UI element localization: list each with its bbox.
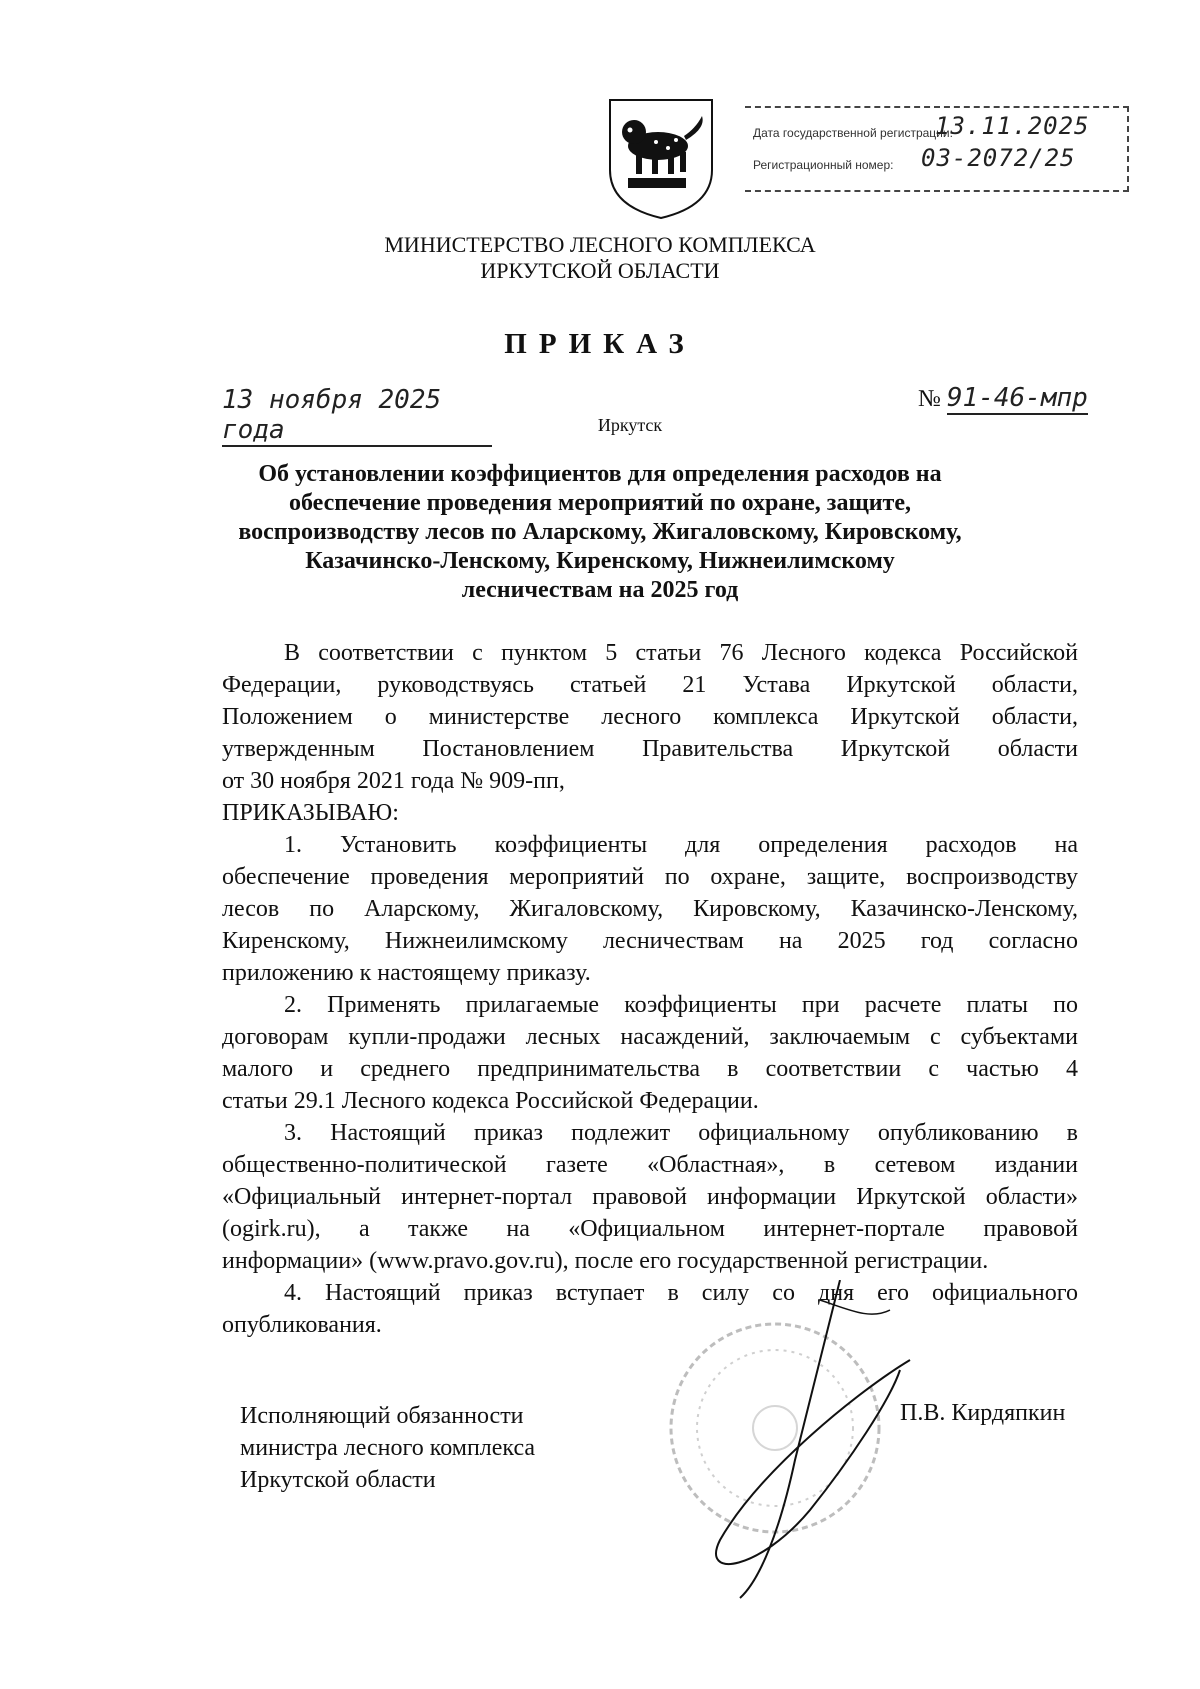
item-1-line: приложению к настоящему приказу. <box>222 960 591 986</box>
item-4-line: 4. Настоящий приказ вступает в силу со дня его официального <box>284 1280 1078 1306</box>
number-sign: № <box>918 386 941 412</box>
preamble-line: В соответствии с пунктом 5 статьи 76 Лесного кодекса Российской <box>284 640 1078 666</box>
registration-date-value: 13.11.2025 <box>935 112 1090 140</box>
item-3-line: 3. Настоящий приказ подлежит официальному опубликованию в <box>284 1120 1078 1146</box>
preamble-line: от 30 ноября 2021 года № 909-пп, <box>222 768 565 794</box>
order-number: 91-46-мпр <box>946 383 1088 413</box>
registration-number-label: Регистрационный номер: <box>753 158 894 172</box>
item-2-line: статьи 29.1 Лесного кодекса Российской Федерации. <box>222 1088 759 1114</box>
signatory-name: П.В. Кирдяпкин <box>900 1400 1066 1426</box>
item-1-line: 1. Установить коэффициенты для определения расходов на <box>284 832 1078 858</box>
order-word: ПРИКАЗЫВАЮ: <box>222 800 399 826</box>
order-subject <box>200 460 1000 605</box>
ministry-line-2: ИРКУТСКОЙ ОБЛАСТИ <box>480 258 720 283</box>
item-1-line: лесов по Аларскому, Жигаловскому, Кировскому, Казачинско-Ленскому, <box>222 896 1078 922</box>
subject-line: лесничествам на 2025 год <box>461 577 739 603</box>
signatory-position-line: Исполняющий обязанности <box>240 1403 524 1429</box>
item-3-line: «Официальный интернет-портал правовой информации Иркутской области» <box>222 1184 1078 1210</box>
item-2-line: 2. Применять прилагаемые коэффициенты при расчете платы по <box>284 992 1078 1018</box>
ministry-line-1: МИНИСТЕРСТВО ЛЕСНОГО КОМПЛЕКСА <box>384 232 816 257</box>
signatory-position <box>240 1400 535 1496</box>
coat-of-arms-emblem <box>606 98 716 220</box>
subject-line: обеспечение проведения мероприятий по охране, защите, <box>289 490 911 516</box>
item-2-line: малого и среднего предпринимательства в соответствии с частью 4 <box>222 1056 1078 1082</box>
item-3-line: общественно-политической газете «Областная», в сетевом издании <box>222 1152 1078 1178</box>
city-name: Иркутск <box>597 415 663 435</box>
ministry-name <box>0 232 1200 284</box>
document-type-title: ПРИКАЗ <box>504 328 696 360</box>
preamble-line: Положением о министерстве лесного комплекса Иркутской области, <box>222 704 1078 730</box>
signatory-position-line: министра лесного комплекса <box>240 1435 536 1461</box>
signatory-position-line: Иркутской области <box>240 1467 436 1493</box>
subject-line: Казачинско-Ленскому, Киренскому, Нижнеилимскому <box>305 548 895 574</box>
subject-line: Об установлении коэффициентов для определения расходов на <box>258 461 942 487</box>
order-body <box>222 637 1078 1341</box>
registration-number-value: 03-2072/25 <box>921 144 1076 172</box>
preamble-line: утвержденным Постановлением Правительства Иркутской области <box>222 736 1078 762</box>
registration-date-label: Дата государственной регистрации: <box>753 126 953 140</box>
preamble-line: Федерации, руководствуясь статьей 21 Устава Иркутской области, <box>222 672 1078 698</box>
order-number-field <box>918 383 1088 415</box>
registration-stamp <box>745 106 1129 192</box>
item-1-line: Киренскому, Нижнеилимскому лесничествам на 2025 год согласно <box>222 928 1078 954</box>
item-2-line: договорам купли-продажи лесных насаждений, заключаемым с субъектами <box>222 1024 1078 1050</box>
item-4-line: опубликования. <box>222 1312 382 1338</box>
item-3-line: (ogirk.ru), а также на «Официальном интернет-портале правовой <box>222 1216 1078 1242</box>
item-1-line: обеспечение проведения мероприятий по охране, защите, воспроизводству <box>222 864 1078 890</box>
handwritten-signature <box>700 1280 930 1600</box>
subject-line: воспроизводству лесов по Аларскому, Жигаловскому, Кировскому, <box>238 519 962 545</box>
item-3-line: информации» (www.pravo.gov.ru), после его государственной регистрации. <box>222 1248 989 1274</box>
order-date: 13 ноября 2025 года <box>222 385 492 447</box>
